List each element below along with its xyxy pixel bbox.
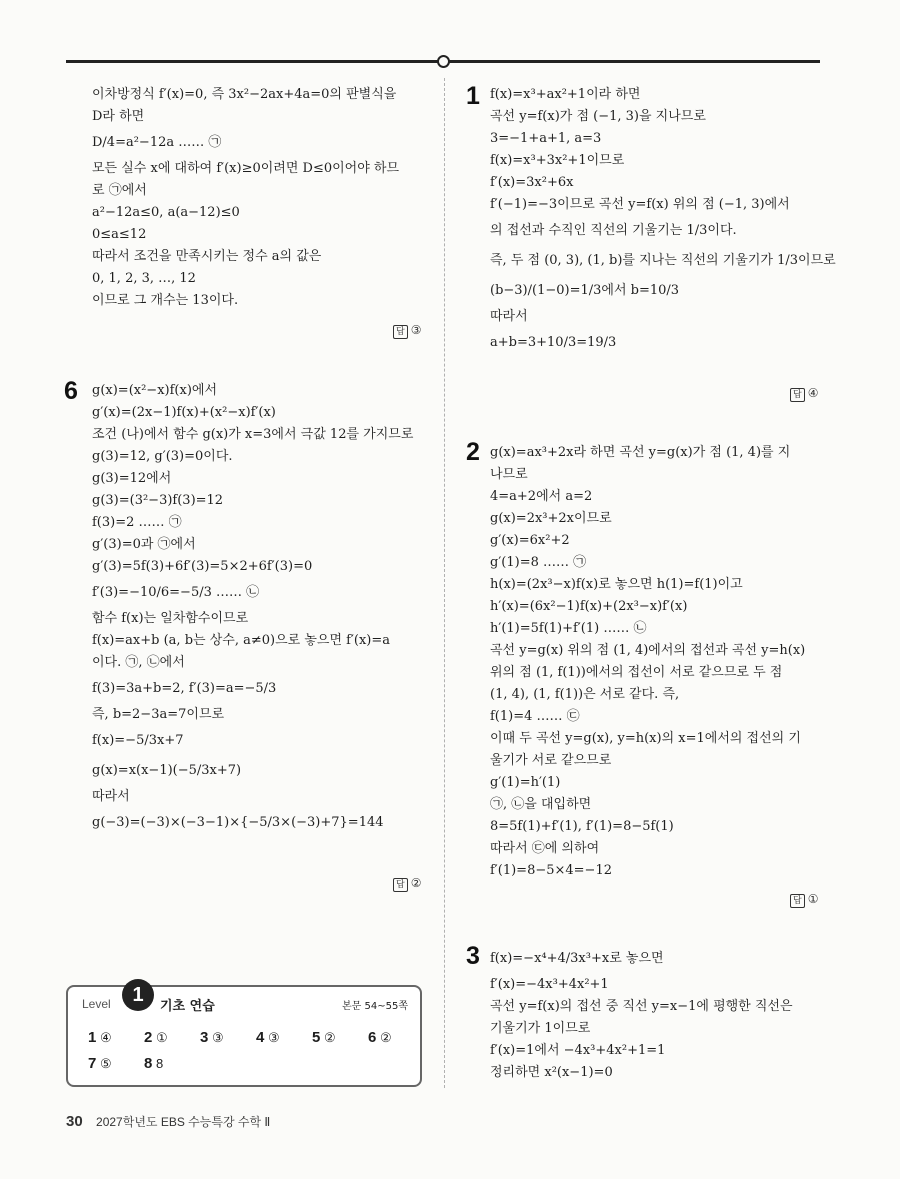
problem-2-solution bbox=[490, 442, 830, 882]
text-line: 따라서 조건을 만족시키는 정수 a의 값은 bbox=[92, 249, 322, 264]
text-line: f′(x)=−4x³+4x²+1 bbox=[490, 977, 609, 992]
text-line: (b−3)/(1−0)=1/3에서 b=10/3 bbox=[490, 283, 680, 298]
text-line: g(3)=(3²−3)f(3)=12 bbox=[92, 493, 224, 508]
text-line: 따라서 bbox=[490, 309, 528, 324]
text-line: f(x)=ax+b (a, b는 상수, a≠0)으로 놓으면 f′(x)=a bbox=[92, 633, 391, 648]
answer-mark: 답 ① bbox=[790, 892, 818, 908]
answer-item: 8 8 bbox=[144, 1055, 164, 1072]
problem-1-solution bbox=[490, 84, 836, 358]
level-answer-box bbox=[66, 985, 422, 1087]
text-line: f(x)=x³+ax²+1이라 하면 bbox=[490, 87, 641, 102]
problem-6-solution bbox=[92, 380, 432, 838]
text-line: g(x)=2x³+2x이므로 bbox=[490, 511, 612, 526]
text-line: a+b=3+10/3=19/3 bbox=[490, 335, 617, 350]
text-line: 0≤a≤12 bbox=[92, 227, 147, 242]
column-divider bbox=[444, 78, 445, 1088]
text-line: f′(x)=3x²+6x bbox=[490, 175, 574, 190]
text-line: 울기가 서로 같으므로 bbox=[490, 753, 612, 768]
left-top-solution bbox=[92, 84, 432, 312]
text-line: h(x)=(2x³−x)f(x)로 놓으면 h(1)=f(1)이고 bbox=[490, 577, 743, 592]
text-line: 3=−1+a+1, a=3 bbox=[490, 131, 602, 146]
level-title: 기초 연습 bbox=[160, 999, 215, 1014]
text-line: g′(1)=8 …… ㉠ bbox=[490, 555, 587, 570]
text-line: g(x)=ax³+2x라 하면 곡선 y=g(x)가 점 (1, 4)를 지 bbox=[490, 445, 791, 460]
text-line: 즉, 두 점 (0, 3), (1, b)를 지나는 직선의 기울기가 1/3이므로 bbox=[490, 253, 836, 268]
answer-item: 2 ① bbox=[144, 1029, 168, 1046]
text-line: 따라서 bbox=[92, 789, 130, 804]
text-line: 이차방정식 f′(x)=0, 즉 3x²−2ax+4a=0의 판별식을 bbox=[92, 87, 397, 102]
text-line: 나므로 bbox=[490, 467, 528, 482]
text-line: g(3)=12에서 bbox=[92, 471, 172, 486]
text-line: 로 ㉠에서 bbox=[92, 183, 147, 198]
text-line: f(x)=−x⁴+4/3x³+x로 놓으면 bbox=[490, 951, 664, 966]
text-line: 8=5f(1)+f′(1), f′(1)=8−5f(1) bbox=[490, 819, 674, 834]
answer-item: 3 ③ bbox=[200, 1029, 224, 1046]
text-line: 모든 실수 x에 대하여 f′(x)≥0이려면 D≤0이어야 하므 bbox=[92, 161, 400, 176]
text-line: 즉, b=2−3a=7이므로 bbox=[92, 707, 225, 722]
answer-item: 6 ② bbox=[368, 1029, 392, 1046]
text-line: 이므로 그 개수는 13이다. bbox=[92, 293, 239, 308]
text-line: f(1)=4 …… ㉢ bbox=[490, 709, 580, 724]
text-line: 이다. ㉠, ㉡에서 bbox=[92, 655, 185, 670]
book-title: 2027학년도 EBS 수능특강 수학 Ⅱ bbox=[96, 1115, 271, 1129]
text-line: 곡선 y=g(x) 위의 점 (1, 4)에서의 접선과 곡선 y=h(x) bbox=[490, 643, 806, 658]
answer-item: 7 ⑤ bbox=[88, 1055, 112, 1072]
text-line: 0, 1, 2, 3, …, 12 bbox=[92, 271, 196, 286]
problem-3-solution bbox=[490, 944, 830, 1084]
text-line: g′(x)=(2x−1)f(x)+(x²−x)f′(x) bbox=[92, 405, 276, 420]
text-line: 위의 점 (1, f(1))에서의 접선이 서로 같으므로 두 점 bbox=[490, 665, 783, 680]
text-line: g′(3)=5f(3)+6f′(3)=5×2+6f′(3)=0 bbox=[92, 559, 313, 574]
text-line: f(x)=x³+3x²+1이므로 bbox=[490, 153, 625, 168]
text-line: g′(3)=0과 ㉠에서 bbox=[92, 537, 196, 552]
text-line: 정리하면 x²(x−1)=0 bbox=[490, 1065, 613, 1080]
text-line: g′(x)=6x²+2 bbox=[490, 533, 570, 548]
text-line: g(3)=12, g′(3)=0이다. bbox=[92, 449, 233, 464]
page-number: 30 bbox=[66, 1113, 83, 1130]
answer-item: 5 ② bbox=[312, 1029, 336, 1046]
text-line: (1, 4), (1, f(1))은 서로 같다. 즉, bbox=[490, 687, 680, 702]
answer-mark: 답 ② bbox=[393, 876, 421, 892]
text-line: a²−12a≤0, a(a−12)≤0 bbox=[92, 205, 240, 220]
text-line: 이때 두 곡선 y=g(x), y=h(x)의 x=1에서의 접선의 기 bbox=[490, 731, 801, 746]
level-number-badge: 1 bbox=[122, 979, 154, 1011]
problem-number: 1 bbox=[466, 82, 480, 110]
text-line: D라 하면 bbox=[92, 109, 145, 124]
text-line: g(−3)=(−3)×(−3−1)×{−5/3×(−3)+7}=144 bbox=[92, 815, 384, 830]
page-footer bbox=[66, 1113, 270, 1130]
text-line: g(x)=(x²−x)f(x)에서 bbox=[92, 383, 218, 398]
answer-item: 1 ④ bbox=[88, 1029, 112, 1046]
level-label: Level bbox=[82, 997, 111, 1011]
text-line: f′(3)=−10/6=−5/3 …… ㉡ bbox=[92, 585, 260, 600]
text-line: ㉠, ㉡을 대입하면 bbox=[490, 797, 592, 812]
text-line: 곡선 y=f(x)가 점 (−1, 3)을 지나므로 bbox=[490, 109, 706, 124]
text-line: 조건 (나)에서 함수 g(x)가 x=3에서 극값 12를 가지므로 bbox=[92, 427, 414, 442]
text-line: f(x)=−5/3x+7 bbox=[92, 733, 184, 748]
answer-item: 4 ③ bbox=[256, 1029, 280, 1046]
text-line: 곡선 y=f(x)의 접선 중 직선 y=x−1에 평행한 직선은 bbox=[490, 999, 793, 1014]
header-rule-dot bbox=[437, 55, 450, 68]
level-page-range: 본문 54~55쪽 bbox=[342, 1001, 408, 1012]
problem-number: 3 bbox=[466, 942, 480, 970]
text-line: f(3)=3a+b=2, f′(3)=a=−5/3 bbox=[92, 681, 277, 696]
text-line: f′(1)=8−5×4=−12 bbox=[490, 863, 612, 878]
text-line: f(3)=2 …… ㉠ bbox=[92, 515, 182, 530]
text-line: D/4=a²−12a …… ㉠ bbox=[92, 135, 222, 150]
answer-mark: 답 ③ bbox=[393, 323, 421, 339]
text-line: 의 접선과 수직인 직선의 기울기는 1/3이다. bbox=[490, 223, 737, 238]
text-line: g′(1)=h′(1) bbox=[490, 775, 561, 790]
answer-mark: 답 ④ bbox=[790, 386, 818, 402]
text-line: f′(x)=1에서 −4x³+4x²+1=1 bbox=[490, 1043, 666, 1058]
text-line: 함수 f(x)는 일차함수이므로 bbox=[92, 611, 249, 626]
text-line: f′(−1)=−3이므로 곡선 y=f(x) 위의 점 (−1, 3)에서 bbox=[490, 197, 790, 212]
text-line: 기울기가 1이므로 bbox=[490, 1021, 591, 1036]
text-line: 4=a+2에서 a=2 bbox=[490, 489, 593, 504]
text-line: h′(1)=5f(1)+f′(1) …… ㉡ bbox=[490, 621, 647, 636]
problem-number: 6 bbox=[64, 377, 78, 405]
text-line: g(x)=x(x−1)(−5/3x+7) bbox=[92, 763, 242, 778]
problem-number: 2 bbox=[466, 438, 480, 466]
text-line: h′(x)=(6x²−1)f(x)+(2x³−x)f′(x) bbox=[490, 599, 688, 614]
text-line: 따라서 ㉢에 의하여 bbox=[490, 841, 600, 856]
